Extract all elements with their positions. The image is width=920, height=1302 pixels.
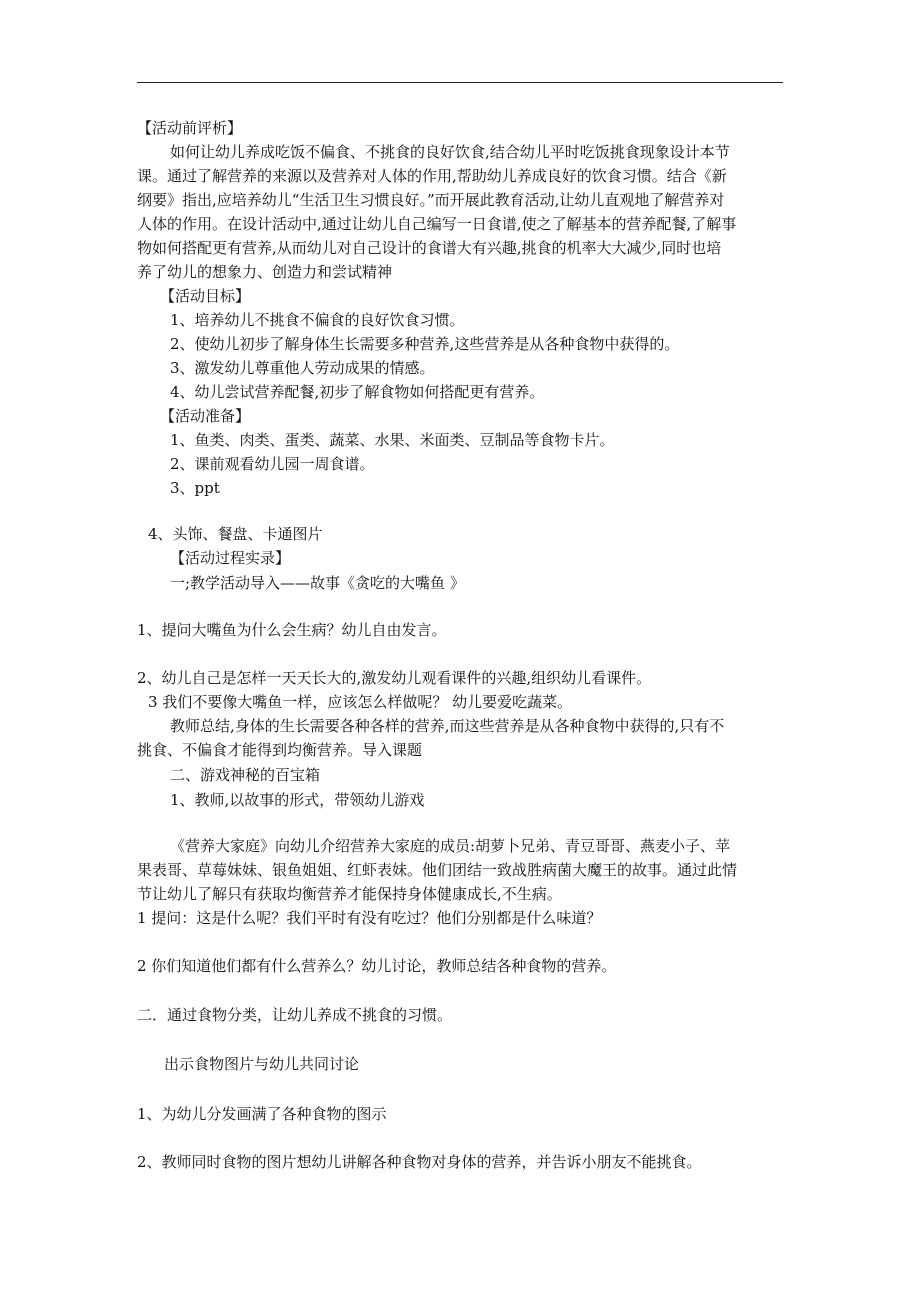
paragraph-line: 《营养大家庭》向幼儿介绍营养大家庭的成员:胡萝卜兄弟、青豆哥哥、燕麦小子、苹 (170, 837, 731, 855)
section-title: 二、游戏神秘的百宝箱 (170, 766, 321, 784)
paragraph-line: 课。通过了解营养的来源以及营养对人体的作用,帮助幼儿养成良好的饮食习惯。结合《新 (137, 167, 727, 185)
paragraph-line: 果表哥、草莓妹妹、银鱼姐姐、红虾表妹。他们团结一致战胜病菌大魔王的故事。通过此情 (137, 861, 738, 879)
list-item: 2、幼儿自己是怎样一天天长大的,激发幼儿观看课件的兴趣,组织幼儿看课件。 (137, 669, 652, 687)
paragraph-line: 人体的作用。在设计活动中,通过让幼儿自己编写一日食谱,使之了解基本的营养配餐,了解事 (137, 215, 737, 233)
list-item: 4、幼儿尝试营养配餐,初步了解食物如何搭配更有营养。 (170, 383, 545, 401)
section-title: 二．通过食物分类，让幼儿养成不挑食的习惯。 (137, 1006, 453, 1024)
list-item: 2、课前观看幼儿园一周食谱。 (170, 455, 375, 473)
paragraph-line: 出示食物图片与幼儿共同讨论 (164, 1055, 360, 1073)
list-item: 1、提问大嘴鱼为什么会生病？幼儿自由发言。 (137, 621, 447, 639)
paragraph-line: 物如何搭配更有营养,从而幼儿对自己设计的食谱大有兴趣,挑食的机率大大减少,同时也培 (137, 239, 722, 257)
list-item: 3、激发幼儿尊重他人劳动成果的情感。 (170, 359, 435, 377)
list-item: 3 我们不要像大嘴鱼一样，应该怎么样做呢？ 幼儿要爱吃蔬菜。 (148, 693, 573, 711)
list-item: 1 提问：这是什么呢？我们平时有没有吃过？他们分别都是什么味道？ (137, 909, 602, 927)
list-item: 3、ppt (170, 479, 220, 497)
list-item: 1、鱼类、肉类、蛋类、蔬菜、水果、米面类、豆制品等食物卡片。 (170, 431, 615, 449)
section-title: 一;教学活动导入——故事《贪吃的大嘴鱼 》 (170, 574, 465, 592)
list-item: 1、为幼儿分发画满了各种食物的图示 (137, 1105, 387, 1123)
list-item: 1、培养幼儿不挑食不偏食的良好饮食习惯。 (170, 311, 465, 329)
paragraph-line: 养了幼儿的想象力、创造力和尝试精神 (137, 263, 393, 281)
paragraph-line: 节让幼儿了解只有获取均衡营养才能保持身体健康成长,不生病。 (137, 885, 562, 903)
list-item: 2 你们知道他们都有什么营养么？幼儿讨论，教师总结各种食物的营养。 (137, 957, 617, 975)
paragraph-line: 纲要》指出,应培养幼儿“生活卫生习惯良好。”而开展此教育活动,让幼儿直观地了解营养对 (137, 191, 725, 209)
paragraph-line: 教师总结,身体的生长需要各种各样的营养,而这些营养是从各种食物中获得的,只有不 (170, 717, 725, 735)
list-item: 4、头饰、餐盘、卡通图片 (148, 525, 323, 543)
paragraph-line: 如何让幼儿养成吃饭不偏食、不挑食的良好饮食,结合幼儿平时吃饭挑食现象设计本节 (170, 143, 730, 161)
list-item: 2、教师同时食物的图片想幼儿讲解各种食物对身体的营养，并告诉小朋友不能挑食。 (137, 1153, 702, 1171)
list-item: 1、教师,以故事的形式，带领幼儿游戏 (170, 791, 425, 809)
heading-process: 【活动过程实录】 (170, 549, 291, 567)
list-item: 2、使幼儿初步了解身体生长需要多种营养,这些营养是从各种食物中获得的。 (170, 335, 680, 353)
heading-pre-analysis: 【活动前评析】 (137, 119, 243, 137)
paragraph-line: 挑食、不偏食才能得到均衡营养。导入课题 (137, 741, 423, 759)
heading-preparation: 【活动准备】 (160, 407, 251, 425)
header-rule (137, 82, 783, 83)
heading-goals: 【活动目标】 (160, 287, 251, 305)
